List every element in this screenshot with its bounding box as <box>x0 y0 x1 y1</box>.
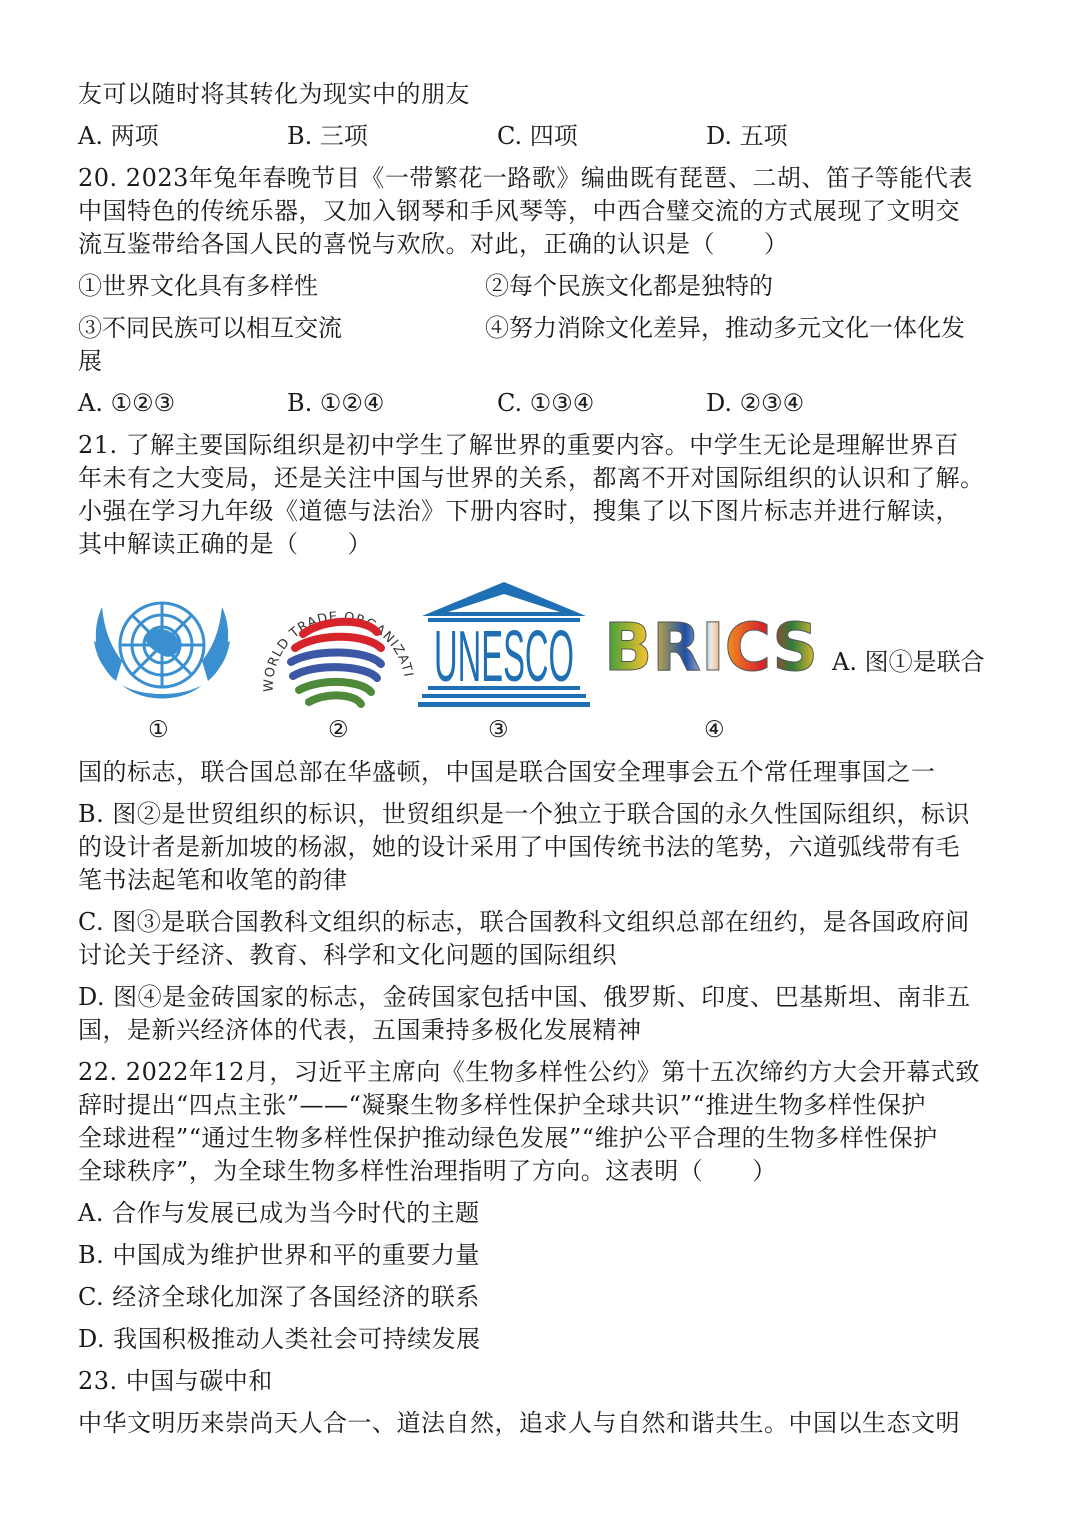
continued-line: 友可以随时将其转化为现实中的朋友 <box>78 80 470 108</box>
q22-line-4: 全球秩序”，为全球生物多样性治理指明了方向。这表明（ ） <box>78 1157 777 1185</box>
q20-statement-2: ②每个民族文化都是独特的 <box>485 272 773 300</box>
q21-option-line-2: B. 图②是世贸组织的标识，世贸组织是一个独立于联合国的永久性国际组织，标识 <box>78 800 970 828</box>
wto-ring-text: WORLD TRADE ORGANIZATI <box>261 609 415 693</box>
q19-option-a: A. 两项 <box>78 122 159 150</box>
q21-line-2: 年未有之大变局，还是关注中国与世界的关系，都离不开对国际组织的认识和了解。 <box>78 464 985 492</box>
q22-option-c: C. 经济全球化加深了各国经济的联系 <box>78 1283 480 1311</box>
q22-line-2: 辞时提出“四点主张”——“凝聚生物多样性保护全球共识”“推进生物多样性保护 <box>78 1091 926 1119</box>
q22-line-1: 22. 2022年12月，习近平主席向《生物多样性公约》第十五次缔约方大会开幕式致 <box>78 1058 980 1086</box>
q20-statement-wrap: 展 <box>78 347 102 375</box>
q21-option-line-8: 国，是新兴经济体的代表，五国秉持多极化发展精神 <box>78 1016 642 1044</box>
q19-option-c: C. 四项 <box>497 122 578 150</box>
q22-line-3: 全球进程”“通过生物多样性保护推动绿色发展”“维护公平合理的生物多样性保护 <box>78 1124 938 1152</box>
q20-statement-3: ③不同民族可以相互交流 <box>78 314 342 342</box>
q20-option-c: C. ①③④ <box>497 389 595 417</box>
q21-option-line-4: 笔书法起笔和收笔的韵律 <box>78 866 348 894</box>
q20-line-1: 20. 2023年兔年春晚节目《一带繁花一路歌》编曲既有琵琶、二胡、笛子等能代表 <box>78 164 973 192</box>
logo-number-3: ③ <box>488 717 509 743</box>
unesco-wordmark: UNESCO <box>434 617 574 697</box>
q21-option-line-5: C. 图③是联合国教科文组织的标志，联合国教科文组织总部在纽约，是各国政府间 <box>78 908 970 936</box>
wto-logo <box>255 582 415 716</box>
un-emblem <box>82 585 242 715</box>
q20-line-2: 中国特色的传统乐器，又加入钢琴和手风琴等，中西合璧交流的方式展现了文明交 <box>78 197 960 225</box>
q22-option-d: D. 我国积极推动人类社会可持续发展 <box>78 1325 481 1353</box>
q22-option-b: B. 中国成为维护世界和平的重要力量 <box>78 1241 480 1269</box>
q21-option-line-7: D. 图④是金砖国家的标志，金砖国家包括中国、俄罗斯、印度、巴基斯坦、南非五 <box>78 983 971 1011</box>
q20-statement-4: ④努力消除文化差异，推动多元文化一体化发 <box>485 314 965 342</box>
logo-number-2: ② <box>328 717 349 743</box>
q21-line-3: 小强在学习九年级《道德与法治》下册内容时，搜集了以下图片标志并进行解读， <box>78 497 960 525</box>
q21-option-line-6: 讨论关于经济、教育、科学和文化问题的国际组织 <box>78 941 617 969</box>
q20-line-3: 流互鉴带给各国人民的喜悦与欢欣。对此，正确的认识是（ ） <box>78 230 789 258</box>
logo-number-4: ④ <box>704 717 725 743</box>
q21-option-line-3: 的设计者是新加坡的杨淑，她的设计采用了中国传统书法的笔势，六道弧线带有毛 <box>78 833 960 861</box>
q19-option-b: B. 三项 <box>287 122 368 150</box>
q20-option-a: A. ①②③ <box>78 389 176 417</box>
q20-option-b: B. ①②④ <box>287 389 385 417</box>
q22-option-a: A. 合作与发展已成为当今时代的主题 <box>78 1199 480 1227</box>
q21-option-a-start: A. 图①是联合 <box>832 648 985 676</box>
q21-option-line-1: 国的标志，联合国总部在华盛顿，中国是联合国安全理事会五个常任理事国之一 <box>78 758 936 786</box>
brics-wordmark: BRICS <box>604 610 818 680</box>
logo-number-1: ① <box>148 717 169 743</box>
q23-line-1: 中华文明历来崇尚天人合一、道法自然，追求人与自然和谐共生。中国以生态文明 <box>78 1409 960 1437</box>
q20-option-d: D. ②③④ <box>706 389 805 417</box>
brics-logo <box>602 610 820 680</box>
q21-line-4: 其中解读正确的是（ ） <box>78 530 372 558</box>
q19-option-d: D. 五项 <box>706 122 788 150</box>
q20-statement-1: ①世界文化具有多样性 <box>78 272 318 300</box>
unesco-logo <box>418 580 590 716</box>
q21-line-1: 21. 了解主要国际组织是初中学生了解世界的重要内容。中学生无论是理解世界百 <box>78 431 959 459</box>
q23-title: 23. 中国与碳中和 <box>78 1367 273 1395</box>
